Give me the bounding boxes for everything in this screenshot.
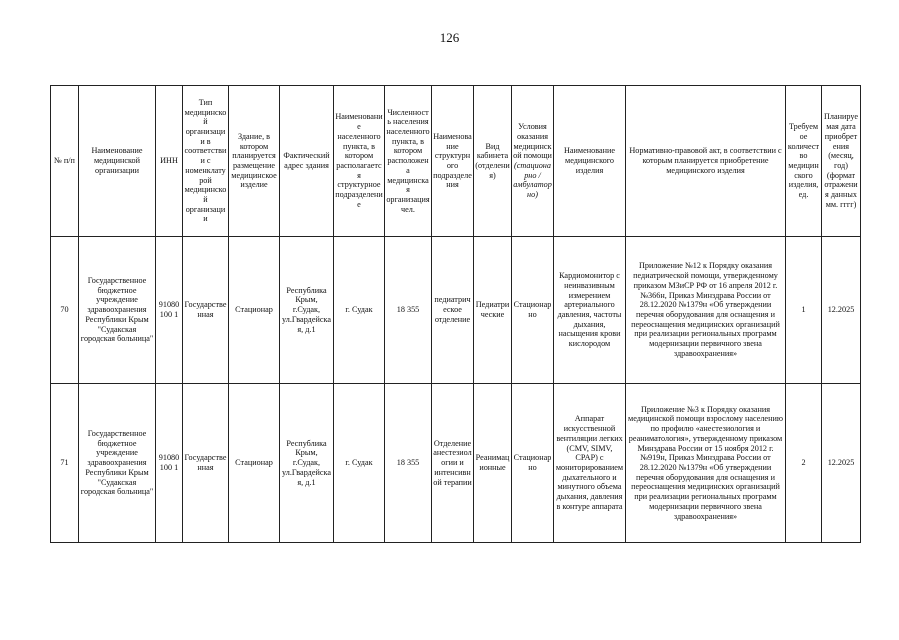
cell-room-type: Реанимационные: [474, 384, 512, 543]
table-header-row: [51, 86, 861, 237]
cell-organization: Государственное бюджетное учреждение здравоохранения Республики Крым "Судакская городская больница": [79, 237, 156, 384]
header-conditions-italic: (стационарно / амбулаторно): [513, 161, 552, 200]
header-inn: ИНН: [156, 86, 183, 237]
cell-legal-act: Приложение №3 к Порядку оказания медицинской помощи взрослому населению по профилю «анестезиология и реаниматология», утвержденному приказом Минздрава России от 15 ноября 2012 г. №919н, Приказ Минздрава России от 28.12.2020 №1379н «Об утверждении перечня оборудования для оснащения и переоснащения медицинских организаций при реализации региональных программ модернизации первичного звена здравоохранения»: [626, 384, 786, 543]
header-organization: Наименование медицинской организации: [79, 86, 156, 237]
cell-division: Отделение анестезиологии и интенсивной терапии: [432, 384, 474, 543]
cell-org-type: Государственная: [183, 384, 229, 543]
equipment-table: [50, 85, 861, 543]
table-row: [51, 384, 861, 543]
cell-device: Кардиомонитор с неинвазивным измерением артериального давления, частоты дыхания, насыщения крови кислородом: [554, 237, 626, 384]
cell-num: 70: [51, 237, 79, 384]
cell-building: Стационар: [229, 384, 280, 543]
cell-room-type: Педиатрические: [474, 237, 512, 384]
cell-building: Стационар: [229, 237, 280, 384]
cell-conditions: Стационарно: [512, 237, 554, 384]
header-legal-act: Нормативно-правовой акт, в соответствии с которым планируется приобретение медицинского изделия: [626, 86, 786, 237]
cell-date: 12.2025: [822, 237, 861, 384]
cell-population: 18 355: [385, 237, 432, 384]
cell-organization: Государственное бюджетное учреждение здравоохранения Республики Крым "Судакская городская больница": [79, 384, 156, 543]
header-room-type: Вид кабинета (отделения): [474, 86, 512, 237]
cell-inn: 91080100 1: [156, 237, 183, 384]
cell-population: 18 355: [385, 384, 432, 543]
header-org-type: Тип медицинской организации в соответствии с номенклатурой медицинской организации: [183, 86, 229, 237]
header-locality: Наименование населенного пункта, в котором располагается структурное подразделение: [334, 86, 385, 237]
header-address: Фактический адрес здания: [280, 86, 334, 237]
header-conditions: [512, 86, 554, 237]
header-conditions-text: Условия оказания медицинской помощи: [513, 122, 552, 161]
cell-inn: 91080100 1: [156, 384, 183, 543]
cell-quantity: 1: [786, 237, 822, 384]
table-row: [51, 237, 861, 384]
cell-address: Республика Крым, г.Судак, ул.Гвардейская, д.1: [280, 237, 334, 384]
cell-date: 12.2025: [822, 384, 861, 543]
header-population: Численность населения населенного пункта, в котором расположена медицинская организация чел.: [385, 86, 432, 237]
cell-division: педиатрическое отделение: [432, 237, 474, 384]
cell-device: Аппарат искусственной вентиляции легких (CMV, SIMV, CPAP) с мониторированием дыхательного и минутного объема дыхания, давления в контуре аппарата: [554, 384, 626, 543]
header-building: Здание, в котором планируется размещение медицинское изделие: [229, 86, 280, 237]
page-number: 126: [439, 30, 460, 45]
cell-org-type: Государственная: [183, 237, 229, 384]
cell-conditions: Стационарно: [512, 384, 554, 543]
cell-locality: г. Судак: [334, 384, 385, 543]
cell-locality: г. Судак: [334, 237, 385, 384]
cell-num: 71: [51, 384, 79, 543]
header-quantity: Требуемое количество медицинского изделия, ед.: [786, 86, 822, 237]
cell-address: Республика Крым, г.Судак, ул.Гвардейская, д.1: [280, 384, 334, 543]
header-device: Наименование медицинского изделия: [554, 86, 626, 237]
cell-quantity: 2: [786, 384, 822, 543]
cell-legal-act: Приложение №12 к Порядку оказания педиатрической помощи, утвержденному приказом МЗиСР РФ от 16 апреля 2012 г. №366н, Приказ Минздрава России от 28.12.2020 №1379н «Об утверждении перечня оборудования для оснащения и переоснащения медицинских организаций при реализации региональных программ модернизации первичного звена здравоохранения»: [626, 237, 786, 384]
header-date: Планируемая дата приобретения (месяц, год) (формат отражения данных мм. гггг): [822, 86, 861, 237]
header-division: Наименование структурного подразделения: [432, 86, 474, 237]
header-num: № п/п: [51, 86, 79, 237]
